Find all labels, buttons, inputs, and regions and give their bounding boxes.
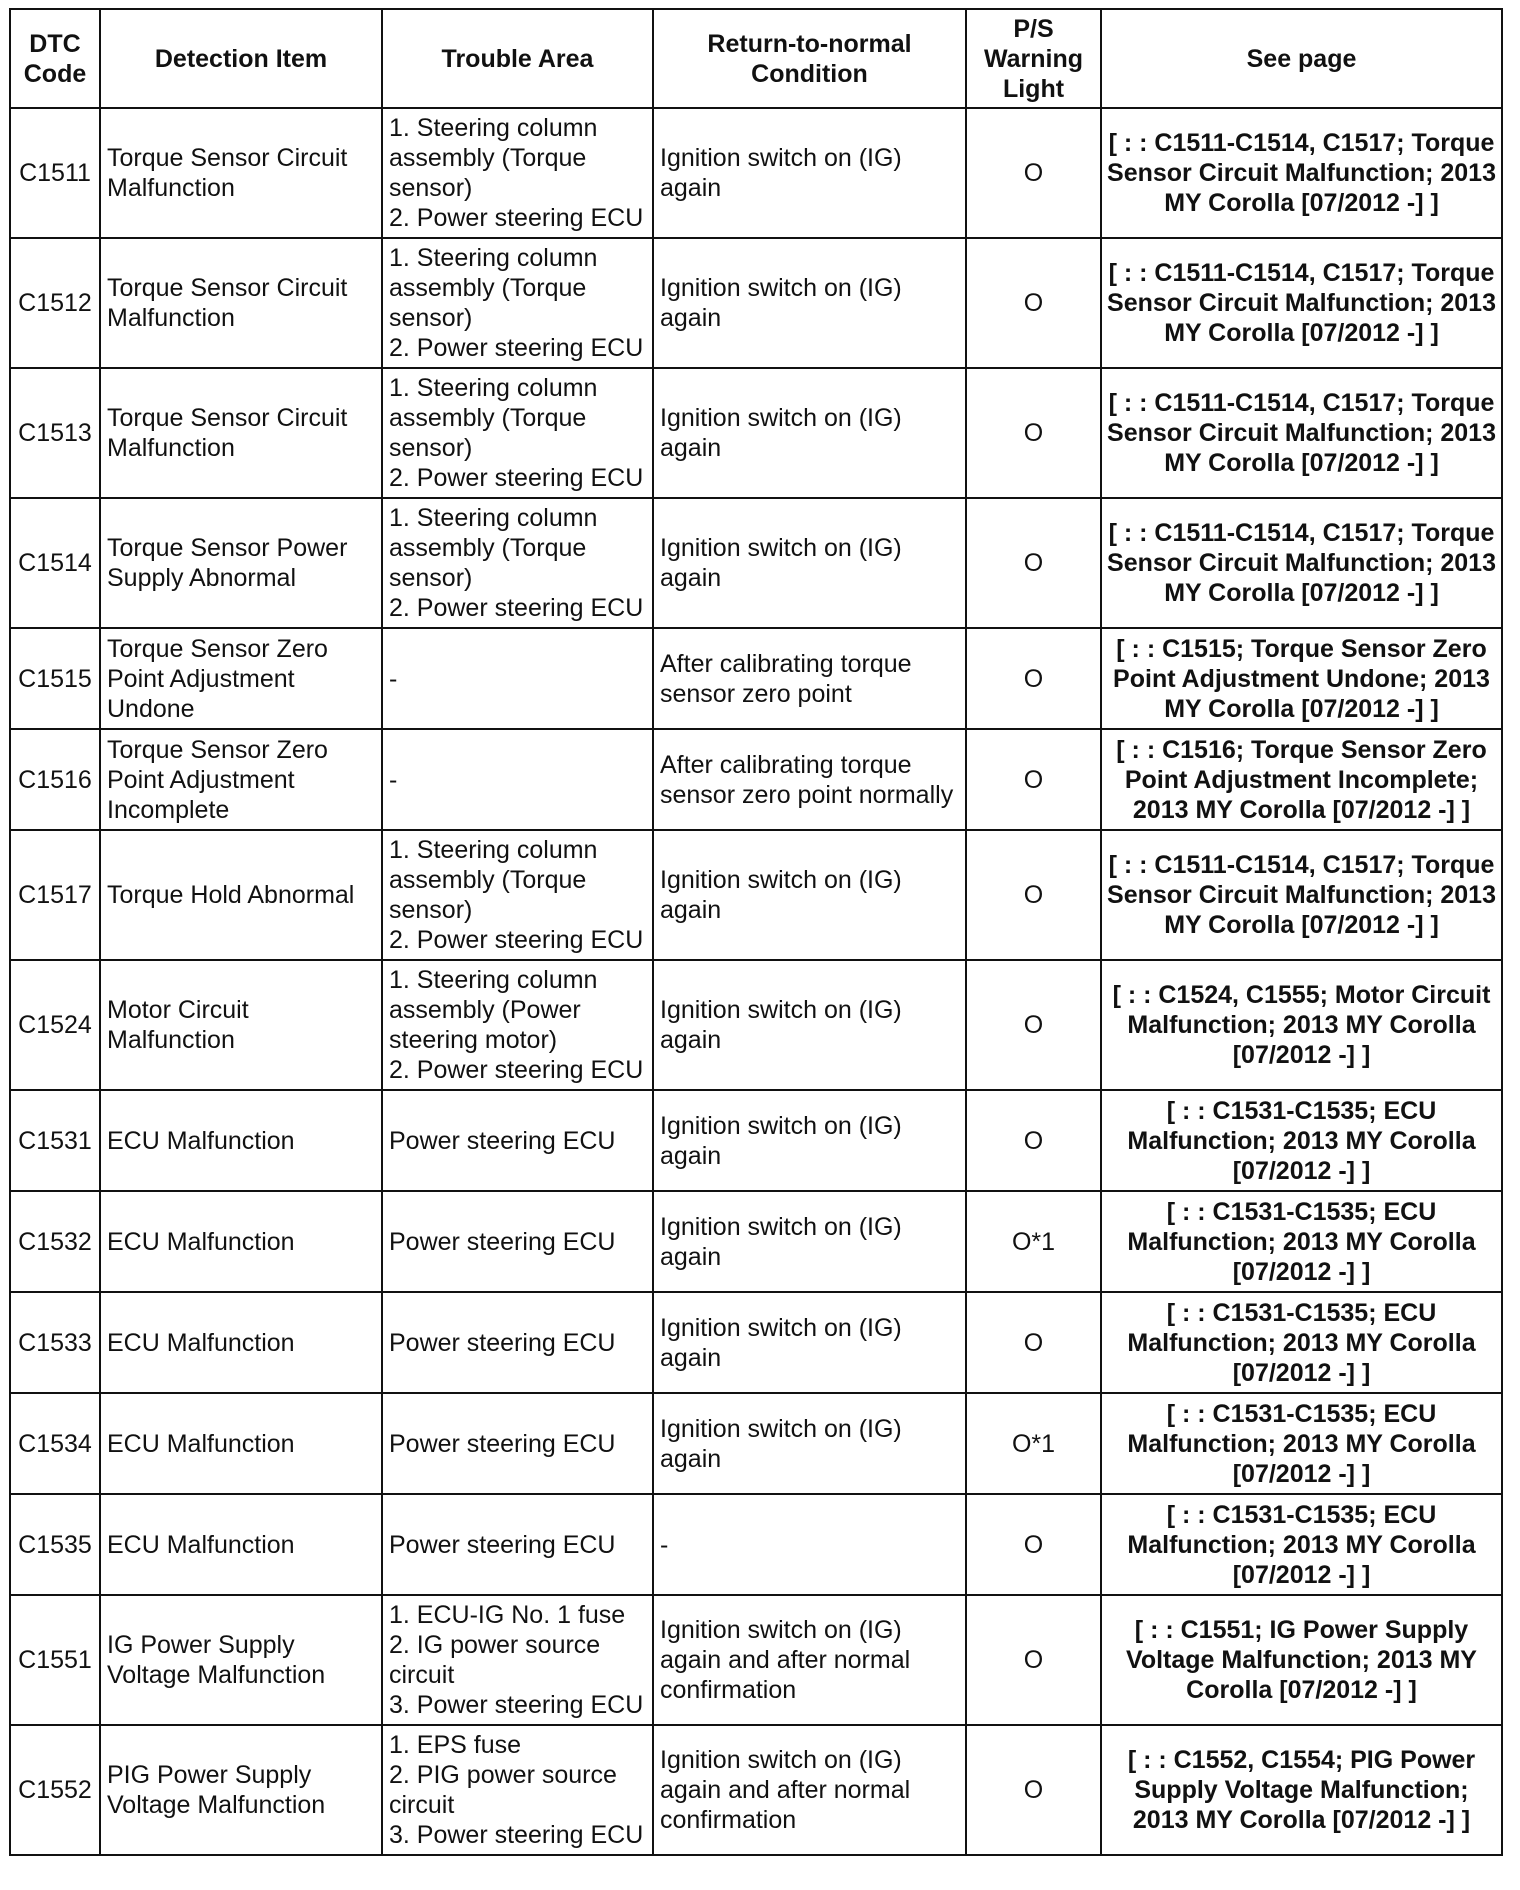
trouble-area-line: 2. Power steering ECU (389, 464, 644, 492)
detection-item-cell: PIG Power Supply Voltage Malfunction (100, 1725, 382, 1855)
see-page-cell: [ : : C1531-C1535; ECU Malfunction; 2013 MY Corolla [07/2012 -] ] (1101, 1191, 1502, 1292)
header-see-page: See page (1101, 9, 1502, 108)
return-condition-cell: Ignition switch on (IG) again (653, 1292, 966, 1393)
header-row (10, 9, 1502, 108)
header-return-condition: Return-to-normal Condition (653, 9, 966, 108)
table-row (10, 1595, 1502, 1725)
trouble-area-line: 2. Power steering ECU (389, 594, 644, 622)
return-condition-cell: Ignition switch on (IG) again (653, 1393, 966, 1494)
table-row (10, 498, 1502, 628)
trouble-area-cell (382, 498, 653, 628)
trouble-area-line: - (389, 664, 398, 693)
dtc-code-cell: C1533 (10, 1292, 100, 1393)
table-row (10, 1090, 1502, 1191)
warning-light-cell: O*1 (966, 1191, 1101, 1292)
see-page-cell: [ : : C1531-C1535; ECU Malfunction; 2013 MY Corolla [07/2012 -] ] (1101, 1494, 1502, 1595)
return-condition-cell: After calibrating torque sensor zero point normally (653, 729, 966, 830)
trouble-area-line: 1. Steering column assembly (Torque sensor) (389, 374, 598, 462)
detection-item-cell: Torque Sensor Circuit Malfunction (100, 108, 382, 238)
return-condition-cell: Ignition switch on (IG) again (653, 498, 966, 628)
trouble-area-line: 1. ECU-IG No. 1 fuse (389, 1601, 626, 1629)
warning-light-cell: O (966, 1725, 1101, 1855)
return-condition-cell: Ignition switch on (IG) again (653, 830, 966, 960)
return-condition-cell: Ignition switch on (IG) again (653, 960, 966, 1090)
return-condition-cell: Ignition switch on (IG) again (653, 108, 966, 238)
trouble-area-line: Power steering ECU (389, 1126, 616, 1155)
return-condition-cell: Ignition switch on (IG) again (653, 1090, 966, 1191)
trouble-area-line: Power steering ECU (389, 1328, 616, 1357)
detection-item-cell: ECU Malfunction (100, 1191, 382, 1292)
trouble-area-line: 2. PIG power source circuit (389, 1761, 617, 1819)
trouble-area-cell (382, 1595, 653, 1725)
detection-item-cell: IG Power Supply Voltage Malfunction (100, 1595, 382, 1725)
table-row (10, 1393, 1502, 1494)
header-dtc-code: DTC Code (10, 9, 100, 108)
warning-light-cell: O (966, 368, 1101, 498)
table-row (10, 830, 1502, 960)
see-page-cell: [ : : C1511-C1514, C1517; Torque Sensor Circuit Malfunction; 2013 MY Corolla [07/2012 -] ] (1101, 108, 1502, 238)
trouble-area-line: 1. Steering column assembly (Torque sensor) (389, 244, 598, 332)
see-page-cell: [ : : C1531-C1535; ECU Malfunction; 2013 MY Corolla [07/2012 -] ] (1101, 1090, 1502, 1191)
dtc-code-cell: C1514 (10, 498, 100, 628)
dtc-code-cell: C1551 (10, 1595, 100, 1725)
see-page-cell: [ : : C1511-C1514, C1517; Torque Sensor Circuit Malfunction; 2013 MY Corolla [07/2012 -] ] (1101, 498, 1502, 628)
trouble-area-line: 1. EPS fuse (389, 1731, 522, 1759)
trouble-area-line: 3. Power steering ECU (389, 1821, 644, 1849)
trouble-area-cell (382, 1725, 653, 1855)
table-row (10, 238, 1502, 368)
dtc-code-cell: C1517 (10, 830, 100, 960)
see-page-cell: [ : : C1531-C1535; ECU Malfunction; 2013 MY Corolla [07/2012 -] ] (1101, 1292, 1502, 1393)
table-row (10, 1494, 1502, 1595)
warning-light-cell: O (966, 729, 1101, 830)
trouble-area-cell (382, 108, 653, 238)
warning-light-cell: O (966, 238, 1101, 368)
detection-item-cell: ECU Malfunction (100, 1393, 382, 1494)
return-condition-cell: Ignition switch on (IG) again (653, 368, 966, 498)
header-warning-light: P/S Warning Light (966, 9, 1101, 108)
see-page-cell: [ : : C1511-C1514, C1517; Torque Sensor Circuit Malfunction; 2013 MY Corolla [07/2012 -] ] (1101, 238, 1502, 368)
return-condition-cell: After calibrating torque sensor zero point (653, 628, 966, 729)
table-row (10, 1725, 1502, 1855)
detection-item-cell: Torque Sensor Zero Point Adjustment Incomplete (100, 729, 382, 830)
trouble-area-line: 2. IG power source circuit (389, 1631, 601, 1689)
table-row (10, 960, 1502, 1090)
dtc-code-cell: C1531 (10, 1090, 100, 1191)
trouble-area-cell (382, 628, 653, 729)
trouble-area-cell (382, 1090, 653, 1191)
trouble-area-line: 1. Steering column assembly (Torque sensor) (389, 114, 598, 202)
trouble-area-line: 1. Steering column assembly (Torque sensor) (389, 504, 598, 592)
trouble-area-line: 3. Power steering ECU (389, 1691, 644, 1719)
return-condition-cell: Ignition switch on (IG) again (653, 1191, 966, 1292)
trouble-area-line: 2. Power steering ECU (389, 926, 644, 954)
detection-item-cell: Motor Circuit Malfunction (100, 960, 382, 1090)
warning-light-cell: O (966, 830, 1101, 960)
return-condition-cell: Ignition switch on (IG) again and after normal confirmation (653, 1595, 966, 1725)
warning-light-cell: O (966, 1292, 1101, 1393)
see-page-cell: [ : : C1524, C1555; Motor Circuit Malfunction; 2013 MY Corolla [07/2012 -] ] (1101, 960, 1502, 1090)
warning-light-cell: O (966, 1090, 1101, 1191)
see-page-cell: [ : : C1515; Torque Sensor Zero Point Adjustment Undone; 2013 MY Corolla [07/2012 -] ] (1101, 628, 1502, 729)
dtc-code-cell: C1532 (10, 1191, 100, 1292)
trouble-area-line: Power steering ECU (389, 1227, 616, 1256)
warning-light-cell: O (966, 1494, 1101, 1595)
trouble-area-cell (382, 238, 653, 368)
header-trouble-area: Trouble Area (382, 9, 653, 108)
see-page-cell: [ : : C1516; Torque Sensor Zero Point Adjustment Incomplete; 2013 MY Corolla [07/2012 -] ] (1101, 729, 1502, 830)
trouble-area-cell (382, 960, 653, 1090)
trouble-area-line: 2. Power steering ECU (389, 204, 644, 232)
dtc-table (9, 8, 1503, 1856)
warning-light-cell: O (966, 960, 1101, 1090)
header-detection-item: Detection Item (100, 9, 382, 108)
table-row (10, 729, 1502, 830)
return-condition-cell: - (653, 1494, 966, 1595)
trouble-area-cell (382, 1393, 653, 1494)
warning-light-cell: O (966, 498, 1101, 628)
trouble-area-line: Power steering ECU (389, 1429, 616, 1458)
trouble-area-line: 2. Power steering ECU (389, 1056, 644, 1084)
detection-item-cell: Torque Hold Abnormal (100, 830, 382, 960)
see-page-cell: [ : : C1531-C1535; ECU Malfunction; 2013 MY Corolla [07/2012 -] ] (1101, 1393, 1502, 1494)
see-page-cell: [ : : C1511-C1514, C1517; Torque Sensor Circuit Malfunction; 2013 MY Corolla [07/2012 -] ] (1101, 830, 1502, 960)
trouble-area-cell (382, 368, 653, 498)
warning-light-cell: O (966, 108, 1101, 238)
detection-item-cell: Torque Sensor Power Supply Abnormal (100, 498, 382, 628)
table-row (10, 1292, 1502, 1393)
table-row (10, 108, 1502, 238)
detection-item-cell: Torque Sensor Zero Point Adjustment Undone (100, 628, 382, 729)
trouble-area-line: 1. Steering column assembly (Power steering motor) (389, 966, 598, 1054)
table-row (10, 368, 1502, 498)
table-header (10, 9, 1502, 108)
warning-light-cell: O (966, 628, 1101, 729)
dtc-code-cell: C1535 (10, 1494, 100, 1595)
detection-item-cell: ECU Malfunction (100, 1494, 382, 1595)
detection-item-cell: ECU Malfunction (100, 1090, 382, 1191)
trouble-area-cell (382, 729, 653, 830)
warning-light-cell: O (966, 1595, 1101, 1725)
return-condition-cell: Ignition switch on (IG) again and after normal confirmation (653, 1725, 966, 1855)
trouble-area-line: Power steering ECU (389, 1530, 616, 1559)
see-page-cell: [ : : C1552, C1554; PIG Power Supply Voltage Malfunction; 2013 MY Corolla [07/2012 -] ] (1101, 1725, 1502, 1855)
trouble-area-line: - (389, 765, 398, 794)
trouble-area-line: 2. Power steering ECU (389, 334, 644, 362)
see-page-cell: [ : : C1551; IG Power Supply Voltage Malfunction; 2013 MY Corolla [07/2012 -] ] (1101, 1595, 1502, 1725)
dtc-code-cell: C1511 (10, 108, 100, 238)
table-body (10, 108, 1502, 1855)
detection-item-cell: Torque Sensor Circuit Malfunction (100, 368, 382, 498)
trouble-area-cell (382, 1191, 653, 1292)
detection-item-cell: ECU Malfunction (100, 1292, 382, 1393)
trouble-area-cell (382, 1494, 653, 1595)
dtc-code-cell: C1515 (10, 628, 100, 729)
dtc-code-cell: C1513 (10, 368, 100, 498)
warning-light-cell: O*1 (966, 1393, 1101, 1494)
see-page-cell: [ : : C1511-C1514, C1517; Torque Sensor Circuit Malfunction; 2013 MY Corolla [07/2012 -] ] (1101, 368, 1502, 498)
detection-item-cell: Torque Sensor Circuit Malfunction (100, 238, 382, 368)
trouble-area-line: 1. Steering column assembly (Torque sensor) (389, 836, 598, 924)
trouble-area-cell (382, 830, 653, 960)
dtc-code-cell: C1512 (10, 238, 100, 368)
return-condition-cell: Ignition switch on (IG) again (653, 238, 966, 368)
dtc-code-cell: C1516 (10, 729, 100, 830)
table-row (10, 628, 1502, 729)
dtc-code-cell: C1534 (10, 1393, 100, 1494)
dtc-code-cell: C1552 (10, 1725, 100, 1855)
trouble-area-cell (382, 1292, 653, 1393)
dtc-code-cell: C1524 (10, 960, 100, 1090)
table-row (10, 1191, 1502, 1292)
